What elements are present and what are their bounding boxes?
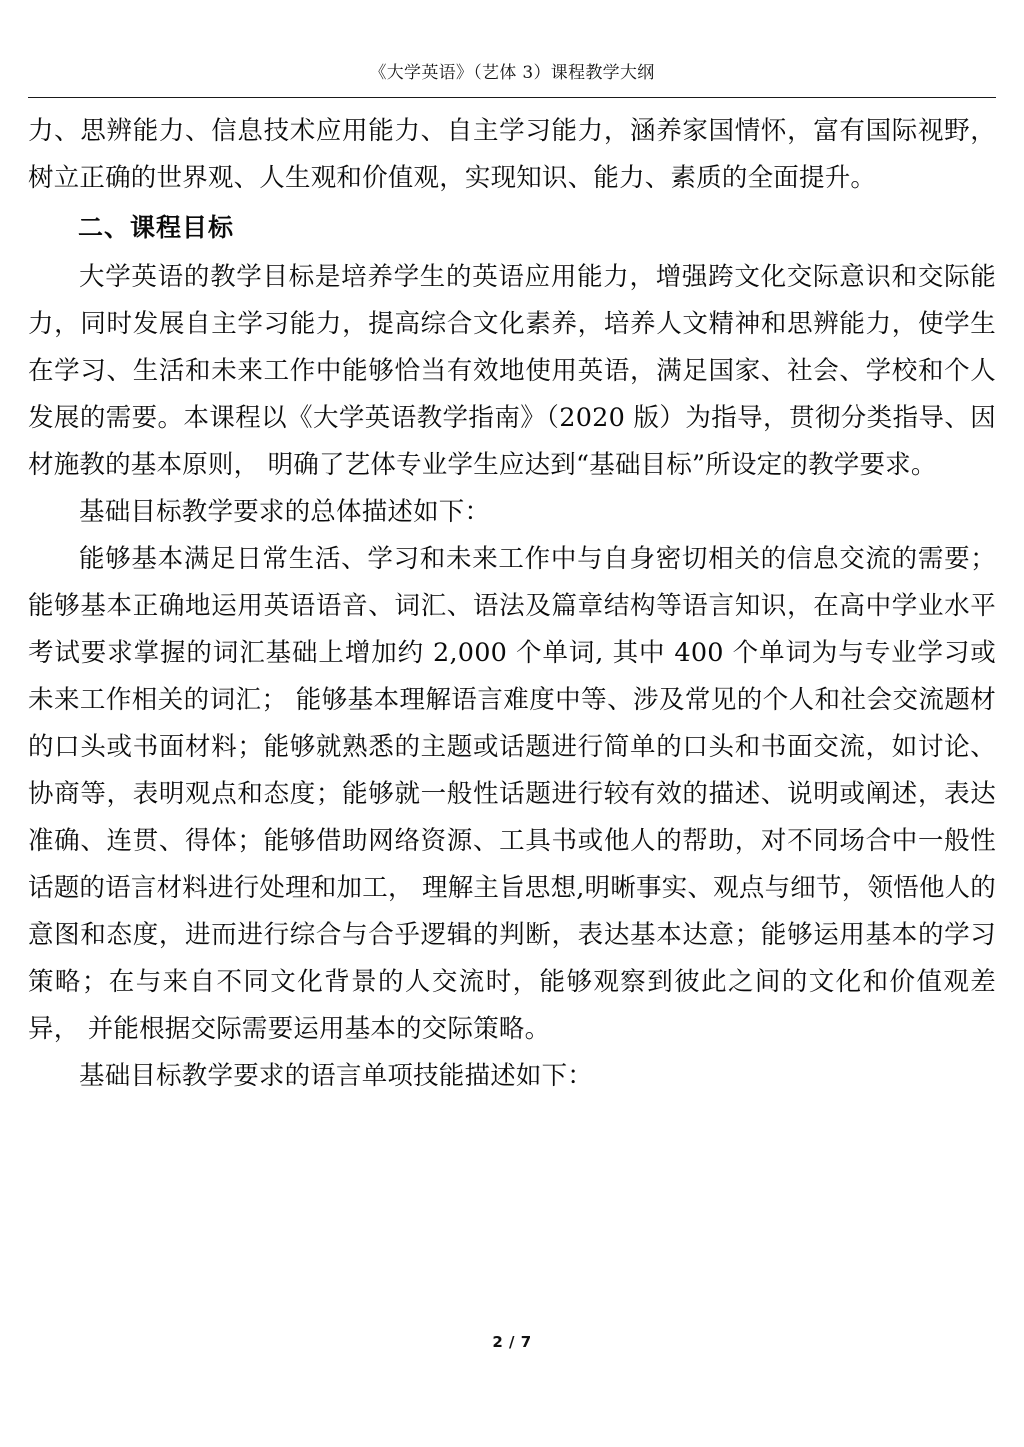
paragraph-course-objectives: 大学英语的教学目标是培养学生的英语应用能力，增强跨文化交际意识和交际能力，同时发展自主学习能力，提高综合文化素养，培养人文精神和思辨能力，使学生在学习、生活和未来工作中能够恰当有效地使用英语，满足国家、社会、学校和个人发展的需要。本课程以《大学英语教学指南》（2020 版）为指导，贯彻分类指导、因材施教的基本原则， 明确了艺体专业学生应达到“基础目标”所设定的教学要求。: [28, 262, 996, 480]
page-number: 2 / 7: [492, 1333, 532, 1351]
paragraph-overall-description-lead: 基础目标教学要求的总体描述如下：: [79, 497, 491, 527]
page-header-title: 《大学英语》（艺体 3）课程教学大纲: [369, 63, 655, 83]
section-heading-course-objectives: 二、课程目标: [78, 213, 235, 242]
header-divider: [28, 97, 996, 98]
paragraph-skills-lead: 基础目标教学要求的语言单项技能描述如下：: [79, 1061, 594, 1091]
page-body: [28, 108, 996, 1100]
continued-paragraph: 力、思辨能力、信息技术应用能力、自主学习能力，涵养家国情怀，富有国际视野，树立正确的世界观、人生观和价值观，实现知识、能力、素质的全面提升。: [28, 116, 996, 193]
paragraph-overall-description: 能够基本满足日常生活、学习和未来工作中与自身密切相关的信息交流的需要；能够基本正确地运用英语语音、词汇、语法及篇章结构等语言知识，在高中学业水平考试要求掌握的词汇基础上增加约 2,000 个单词, 其中 400 个单词为与专业学习或未来工作相关的词汇； 能够基本理解语言难度中等、涉及常见的个人和社会交流题材的口头或书面材料；能够就熟悉的主题或话题进行简单的口头和书面交流，如讨论、协商等，表明观点和态度；能够就一般性话题进行较有效的描述、说明或阐述，表达准确、连贯、得体；能够借助网络资源、工具书或他人的帮助，对不同场合中一般性话题的语言材料进行处理和加工， 理解主旨思想,明晰事实、观点与细节，领悟他人的意图和态度，进而进行综合与合乎逻辑的判断，表达基本达意；能够运用基本的学习策略；在与来自不同文化背景的人交流时，能够观察到彼此之间的文化和价值观差异， 并能根据交际需要运用基本的交际策略。: [28, 544, 996, 1044]
